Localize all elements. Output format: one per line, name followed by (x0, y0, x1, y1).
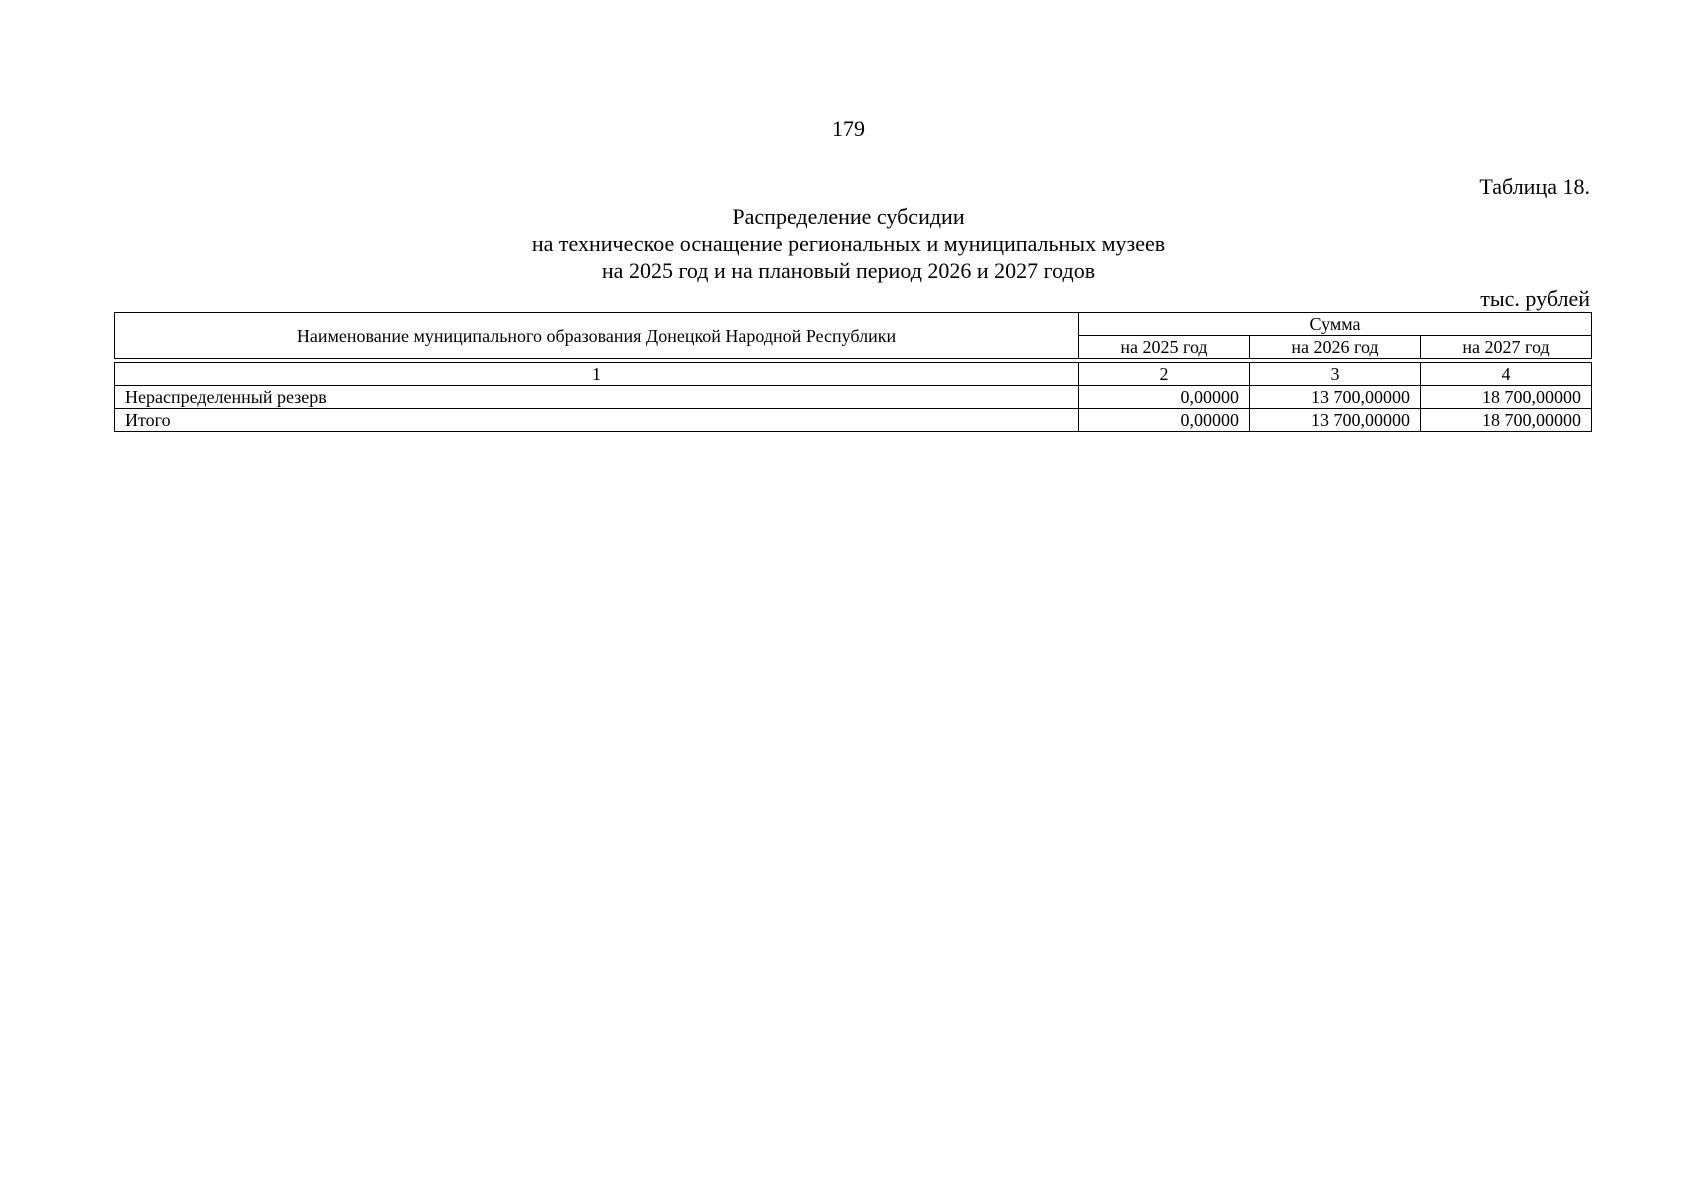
header-year-2027: на 2027 год (1421, 336, 1592, 359)
row-name: Нераспределенный резерв (115, 386, 1079, 409)
table-row (115, 386, 1592, 409)
row-value-2027: 18 700,00000 (1421, 409, 1592, 432)
column-number: 1 (115, 363, 1079, 386)
row-value-2025: 0,00000 (1079, 409, 1250, 432)
title-line-1: Распределение субсидии (732, 204, 965, 229)
row-value-2025: 0,00000 (1079, 386, 1250, 409)
row-name: Итого (115, 409, 1079, 432)
column-numbers-row (115, 363, 1592, 386)
column-number: 4 (1421, 363, 1592, 386)
row-value-2026: 13 700,00000 (1250, 409, 1421, 432)
header-year-2026: на 2026 год (1250, 336, 1421, 359)
table-row-total (115, 409, 1592, 432)
title-line-3: на 2025 год и на плановый период 2026 и 2027 годов (601, 258, 1096, 283)
column-number: 2 (1079, 363, 1250, 386)
row-value-2026: 13 700,00000 (1250, 386, 1421, 409)
header-name-cell: Наименование муниципального образования Донецкой Народной Республики (115, 313, 1079, 359)
header-row-1 (115, 313, 1592, 336)
table-label: Таблица 18. (1479, 174, 1590, 199)
units-label: тыс. рублей (1480, 286, 1590, 311)
document-title (0, 203, 1697, 284)
row-value-2027: 18 700,00000 (1421, 386, 1592, 409)
column-number: 3 (1250, 363, 1421, 386)
header-sum-cell: Сумма (1079, 313, 1592, 336)
header-year-2025: на 2025 год (1079, 336, 1250, 359)
page-number: 179 (832, 116, 865, 141)
subsidy-table (114, 312, 1592, 432)
title-line-2: на техническое оснащение региональных и муниципальных музеев (531, 231, 1166, 256)
